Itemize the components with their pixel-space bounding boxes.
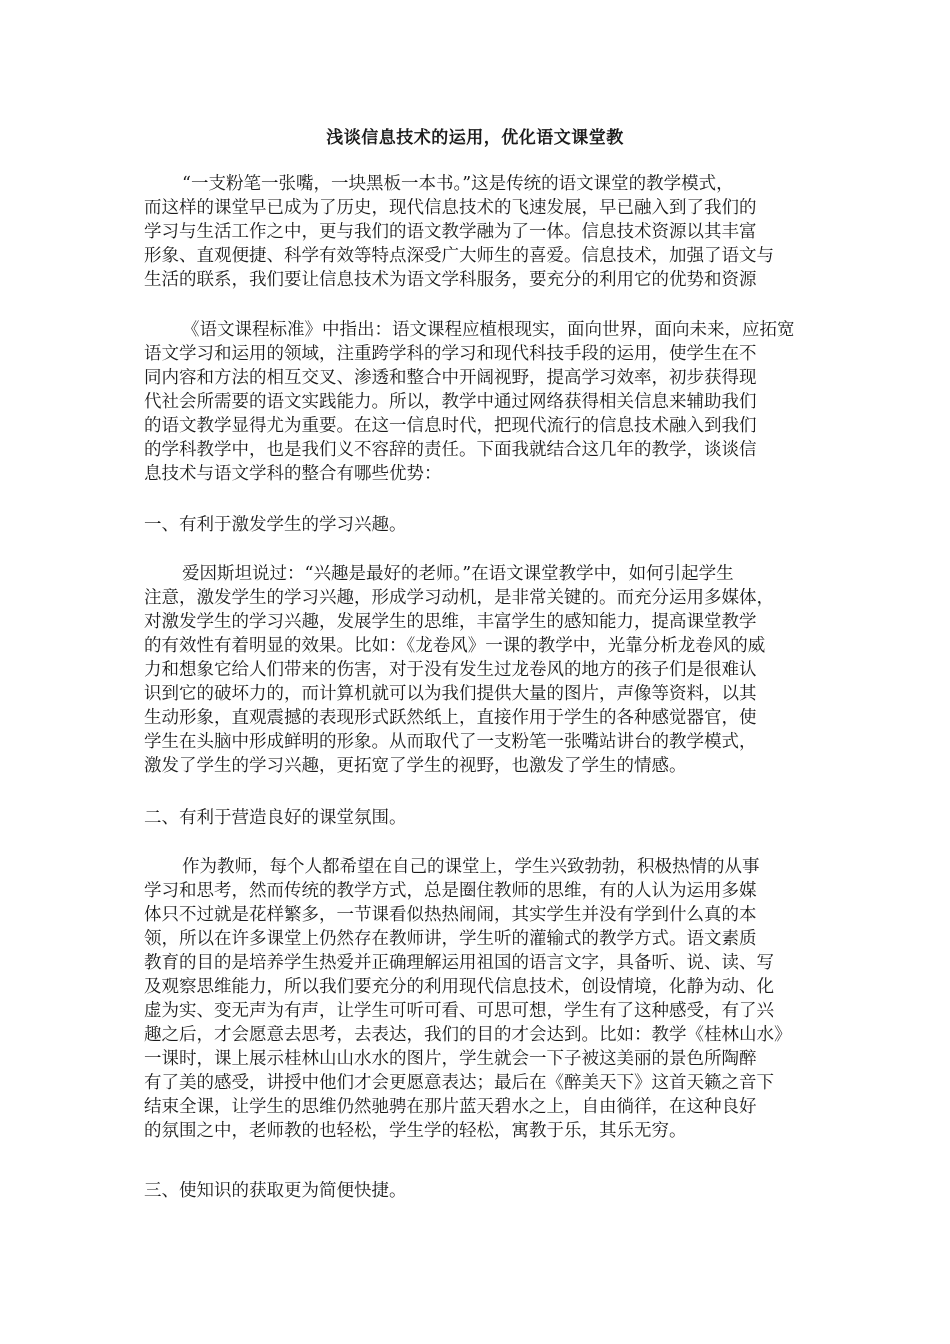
paragraph-line: 有了美的感受，讲授中他们才会更愿意表达；最后在《醉美天下》这首天籁之音下	[144, 1073, 774, 1093]
paragraph-line: 学习和思考，然而传统的教学方式，总是圈住教师的思维，有的人认为运用多媒	[144, 881, 757, 901]
paragraph-line: 爱因斯坦说过：“兴趣是最好的老师。”在语文课堂教学中，如何引起学生	[182, 564, 734, 584]
paragraph-line: 结束全课，让学生的思维仍然驰骋在那片蓝天碧水之上，自由徜徉，在这种良好	[144, 1097, 757, 1117]
paragraph-line: 学生在头脑中形成鲜明的形象。从而取代了一支粉笔一张嘴站讲台的教学模式，	[144, 732, 757, 752]
paragraph-line: 激发了学生的学习兴趣，更拓宽了学生的视野，也激发了学生的情感。	[144, 756, 687, 776]
paragraph-line: 趣之后，才会愿意去思考，去表达，我们的目的才会达到。比如：教学《桂林山水》	[144, 1025, 792, 1045]
paragraph-line: 而这样的课堂早已成为了历史，现代信息技术的飞速发展，早已融入到了我们的	[144, 198, 757, 218]
section-heading-3	[144, 1179, 812, 1203]
paragraph-line: 生活的联系，我们要让信息技术为语文学科服务，要充分的利用它的优势和资源	[144, 270, 757, 290]
paragraph-line: 教育的目的是培养学生热爱并正确理解运用祖国的语言文字，具备听、说、读、写	[144, 953, 774, 973]
paragraph-line: 领，所以在许多课堂上仍然存在教师讲，学生听的灌输式的教学方式。语文素质	[144, 929, 757, 949]
paragraph-line: 体只不过就是花样繁多，一节课看似热热闹闹，其实学生并没有学到什么真的本	[144, 905, 757, 925]
paragraph-line: 一课时，课上展示桂林山山水水的图片，学生就会一下子被这美丽的景色所陶醉	[144, 1049, 757, 1069]
section-heading: 三、使知识的获取更为简便快捷。	[144, 1181, 407, 1201]
paragraph-1	[144, 172, 812, 292]
paragraph-line: 虚为实、变无声为有声，让学生可听可看、可思可想，学生有了这种感受，有了兴	[144, 1001, 774, 1021]
paragraph-3	[144, 562, 812, 778]
paragraph-line: 形象、直观便捷、科学有效等特点深受广大师生的喜爱。信息技术，加强了语文与	[144, 246, 774, 266]
paragraph-line: 的学科教学中，也是我们义不容辞的责任。下面我就结合这几年的教学，谈谈信	[144, 440, 757, 460]
paragraph-line: 的语文教学显得尤为重要。在这一信息时代，把现代流行的信息技术融入到我们	[144, 416, 757, 436]
paragraph-line: 息技术与语文学科的整合有哪些优势：	[144, 464, 442, 484]
paragraph-line: 作为教师，每个人都希望在自己的课堂上，学生兴致勃勃，积极热情的从事	[182, 857, 760, 877]
section-heading-2	[144, 806, 812, 830]
paragraph-line: 识到它的破坏力的，而计算机就可以为我们提供大量的图片，声像等资料，以其	[144, 684, 757, 704]
paragraph-4	[144, 855, 812, 1143]
paragraph-line: 学习与生活工作之中，更与我们的语文教学融为了一体。信息技术资源以其丰富	[144, 222, 757, 242]
paragraph-line: 的有效性有着明显的效果。比如：《龙卷风》一课的教学中，光靠分析龙卷风的威	[144, 636, 766, 656]
paragraph-line: 生动形象，直观震撼的表现形式跃然纸上，直接作用于学生的各种感觉器官，使	[144, 708, 757, 728]
document-title: 浅谈信息技术的运用，优化语文课堂教	[326, 128, 624, 148]
paragraph-line: 同内容和方法的相互交叉、渗透和整合中开阔视野，提高学习效率，初步获得现	[144, 368, 757, 388]
section-heading-1	[144, 513, 812, 537]
paragraph-line: 注意，激发学生的学习兴趣，形成学习动机，是非常关键的。而充分运用多媒体，	[144, 588, 774, 608]
paragraph-line: 的氛围之中，老师教的也轻松，学生学的轻松，寓教于乐，其乐无穷。	[144, 1121, 687, 1141]
paragraph-line: 及观察思维能力，所以我们要充分的利用现代信息技术，创设情境，化静为动、化	[144, 977, 774, 997]
paragraph-line: 语文学习和运用的领域，注重跨学科的学习和现代科技手段的运用，使学生在不	[144, 344, 757, 364]
paragraph-line: “一支粉笔一张嘴，一块黑板一本书。”这是传统的语文课堂的教学模式，	[182, 174, 734, 194]
paragraph-line: 代社会所需要的语文实践能力。所以，教学中通过网络获得相关信息来辅助我们	[144, 392, 757, 412]
paragraph-line: 《语文课程标准》中指出：语文课程应植根现实，面向世界，面向未来，应拓宽	[182, 320, 795, 340]
paragraph-line: 对激发学生的学习兴趣，发展学生的思维，丰富学生的感知能力，提高课堂教学	[144, 612, 757, 632]
section-heading: 一、有利于激发学生的学习兴趣。	[144, 515, 407, 535]
paragraph-line: 力和想象它给人们带来的伤害，对于没有发生过龙卷风的地方的孩子们是很难认	[144, 660, 757, 680]
section-heading: 二、有利于营造良好的课堂氛围。	[144, 808, 407, 828]
paragraph-2	[144, 318, 812, 486]
